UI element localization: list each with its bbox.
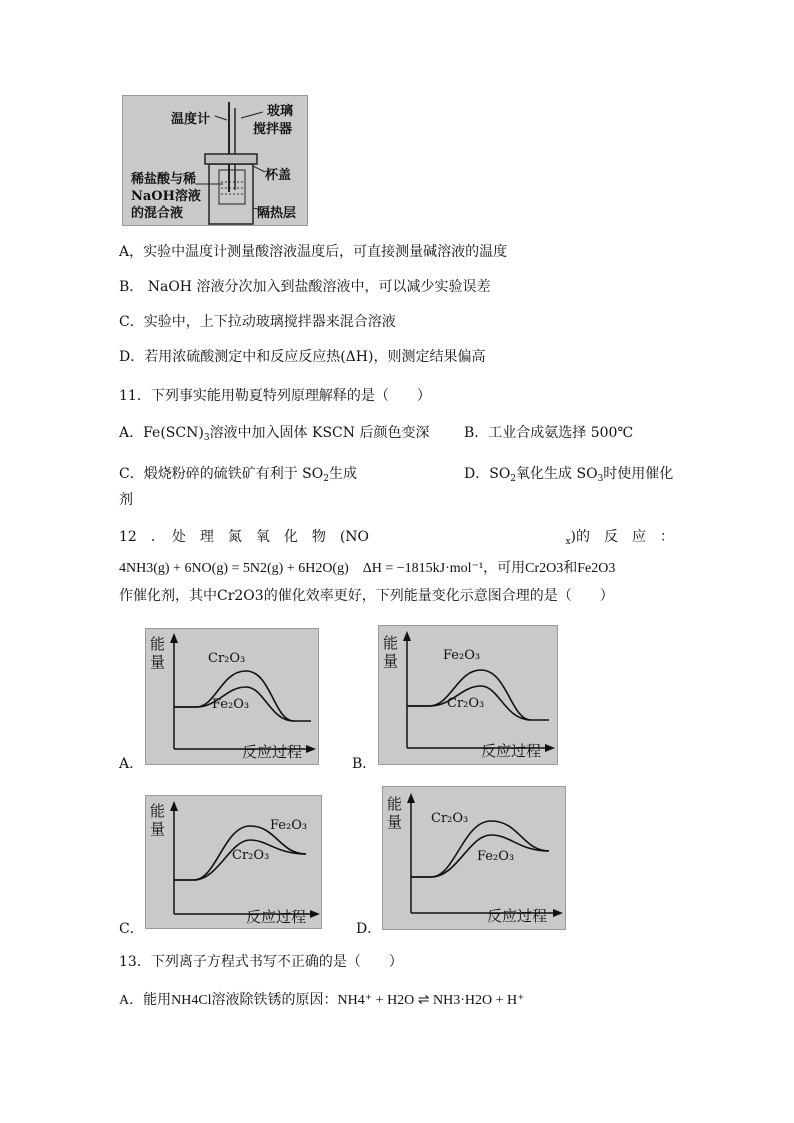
solution-label-3: 的混合液 bbox=[131, 206, 184, 221]
graph-b bbox=[378, 625, 558, 765]
q11-option-d-mid: 氧化生成 SO bbox=[516, 466, 598, 482]
q12-stem-post: )的 反 应 ： bbox=[570, 529, 674, 545]
solution-label-1: 稀盐酸与稀 bbox=[131, 172, 197, 187]
graph-a bbox=[145, 628, 319, 765]
stirrer-label-1: 玻璃 bbox=[267, 104, 294, 119]
q12-stem-line1 bbox=[119, 528, 674, 546]
graph-c-upper-label: Fe₂O₃ bbox=[270, 818, 308, 833]
q12-stem-tail bbox=[565, 528, 674, 546]
graph-c-y-label-2: 量 bbox=[150, 820, 166, 838]
graph-d-letter: D． bbox=[356, 921, 382, 937]
graph-d-lower-label: Fe₂O₃ bbox=[477, 849, 515, 864]
q11-option-a bbox=[119, 424, 429, 442]
q11-option-a-sub: 3 bbox=[203, 433, 210, 443]
graph-b-x-label: 反应过程 bbox=[481, 742, 542, 760]
graph-d bbox=[382, 786, 566, 930]
lid-label: 杯盖 bbox=[265, 168, 292, 183]
graph-c bbox=[145, 795, 322, 929]
q13-option-a: A．能用NH4Cl溶液除铁锈的原因：NH4⁺ + H2O ⇌ NH3·H2O + H⁺ bbox=[119, 993, 525, 1008]
graph-d-x-label: 反应过程 bbox=[487, 907, 548, 925]
q11-option-d bbox=[464, 465, 673, 483]
q11-option-c-post: 生成 bbox=[328, 466, 357, 482]
graph-d-y-label-2: 量 bbox=[387, 813, 403, 831]
graph-a-x-label: 反应过程 bbox=[242, 743, 303, 761]
graph-b-lower-label: Cr₂O₃ bbox=[447, 696, 485, 711]
graph-b-letter: B． bbox=[352, 756, 377, 772]
insulation-label: 隔热层 bbox=[257, 206, 297, 221]
stirrer-label-2: 搅拌器 bbox=[253, 122, 293, 137]
q11-option-c-pre: C．煅烧粉碎的硫铁矿有利于 SO bbox=[119, 466, 324, 482]
graph-b-y-label-1: 能 bbox=[383, 634, 399, 652]
q11-option-d-wrap: 剂 bbox=[119, 492, 133, 508]
q13-stem: 13．下列离子方程式书写不正确的是（ ） bbox=[119, 954, 403, 970]
graph-c-x-label: 反应过程 bbox=[246, 908, 307, 926]
graph-b-upper-label: Fe₂O₃ bbox=[443, 648, 481, 663]
thermometer-label: 温度计 bbox=[171, 112, 211, 127]
q11-option-c-sub: 2 bbox=[323, 474, 329, 484]
q12-line3: 作催化剂，其中Cr2O3的催化效率更好，下列能量变化示意图合理的是（ ） bbox=[119, 588, 614, 604]
apparatus-figure bbox=[122, 95, 308, 226]
q11-option-d-sub2: 3 bbox=[597, 474, 604, 484]
q11-option-d-post: 时使用催化 bbox=[603, 466, 674, 482]
graph-b-y-label-2: 量 bbox=[383, 652, 399, 670]
q11-option-c bbox=[119, 465, 357, 483]
graph-a-lower-label: Fe₂O₃ bbox=[212, 697, 250, 712]
graph-c-letter: C． bbox=[119, 921, 144, 937]
q11-option-a-pre: A．Fe(SCN) bbox=[119, 425, 204, 441]
q11-option-d-pre: D．SO bbox=[464, 466, 511, 482]
q11-option-d-sub1: 2 bbox=[510, 474, 517, 484]
graph-d-y-label-1: 能 bbox=[387, 795, 403, 813]
q10-option-d: D．若用浓硫酸测定中和反应反应热(ΔH)，则测定结果偏高 bbox=[119, 349, 486, 365]
graph-c-lower-label: Cr₂O₃ bbox=[232, 848, 270, 863]
graph-d-upper-label: Cr₂O₃ bbox=[431, 811, 469, 826]
graph-a-y-label-1: 能 bbox=[150, 635, 166, 653]
q11-option-a-post: 溶液中加入固体 KSCN 后颜色变深 bbox=[209, 425, 430, 441]
q11-stem: 11．下列事实能用勒夏特列原理解释的是（ ） bbox=[119, 388, 431, 404]
graph-a-letter: A． bbox=[119, 756, 144, 772]
solution-label-2: NaOH溶液 bbox=[131, 189, 201, 204]
q10-option-a: A，实验中温度计测量酸溶液温度后，可直接测量碱溶液的温度 bbox=[119, 244, 508, 260]
q12-stem-sub: x bbox=[565, 537, 571, 547]
q10-option-c: C．实验中，上下拉动玻璃搅拌器来混合溶液 bbox=[119, 314, 396, 330]
q12-stem-num: 12 ． 处 理 氮 氧 化 物 (NO bbox=[119, 529, 370, 545]
q10-option-b: B． NaOH 溶液分次加入到盐酸溶液中，可以减少实验误差 bbox=[119, 279, 491, 295]
q12-equation: 4NH3(g) + 6NO(g) = 5N2(g) + 6H2O(g) ΔH = −1815kJ·mol⁻¹，可用Cr2O3和Fe2O3 bbox=[119, 561, 616, 576]
graph-a-upper-label: Cr₂O₃ bbox=[208, 651, 246, 666]
graph-a-y-label-2: 量 bbox=[150, 653, 166, 671]
q11-option-b: B．工业合成氨选择 500℃ bbox=[464, 425, 634, 441]
graph-c-y-label-1: 能 bbox=[150, 802, 166, 820]
